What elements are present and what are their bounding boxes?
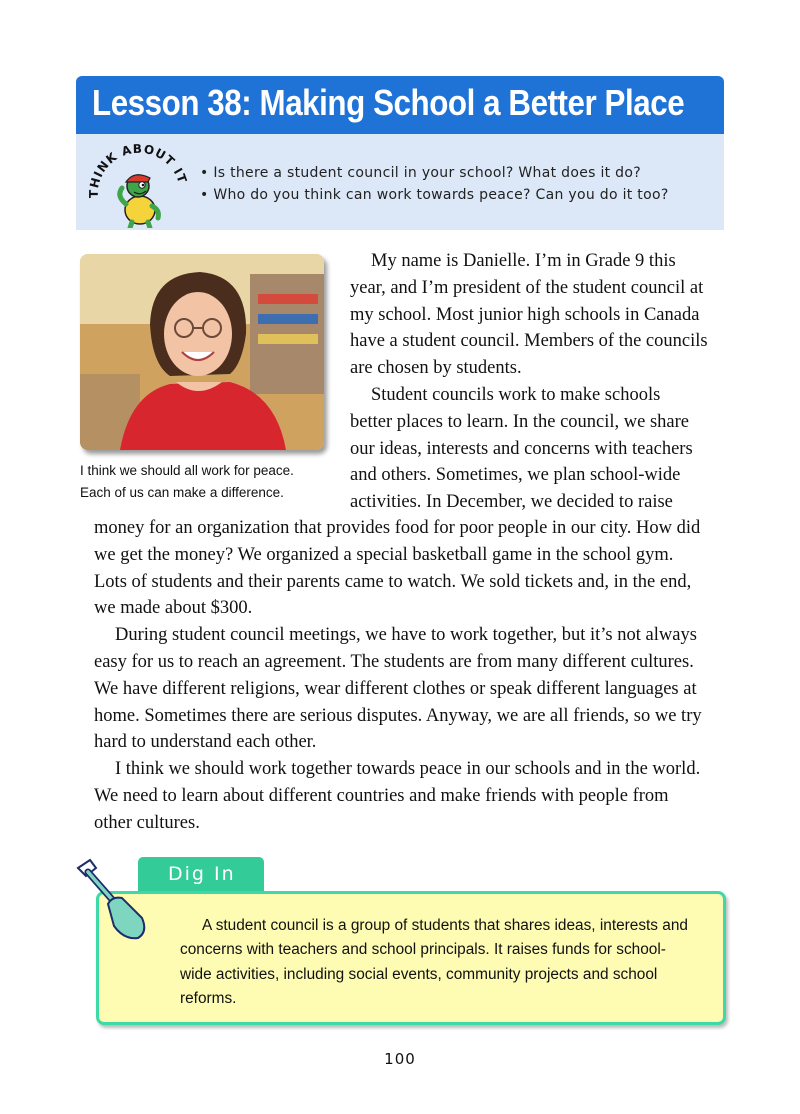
article-line: year, and I’m president of the student council at [350, 277, 704, 298]
dig-in-text [180, 914, 688, 1011]
dig-in-line: concerns with teachers and school principals. It raises funds for school- [180, 941, 666, 959]
shovel-icon [72, 856, 154, 942]
student-portrait-image [80, 254, 324, 450]
article-line: hard to understand each other. [94, 732, 317, 753]
article-line: and others. Sometimes, we plan school-wide [350, 465, 681, 486]
question-item: • Is there a student council in your school? What does it do? [200, 162, 669, 184]
dig-in-label: Dig In [168, 863, 236, 885]
article-line: we made about $300. [94, 598, 253, 619]
photo-caption [80, 460, 340, 504]
lesson-title-banner [76, 76, 724, 134]
article-line: are chosen by students. [350, 358, 522, 379]
caption-line: Each of us can make a difference. [80, 485, 284, 500]
article-line: have a student council. Members of the councils [350, 331, 708, 352]
article-line: I think we should work together towards peace in our schools and in the world. [115, 759, 701, 780]
article-line: We have different religions, wear different clothes or speak different languages at [94, 678, 697, 699]
article-line: During student council meetings, we have to work together, but it’s not always [115, 625, 697, 646]
article-line: money for an organization that provides food for poor people in our city. How did [94, 518, 701, 538]
think-about-it-panel [76, 134, 724, 230]
article-line: My name is Danielle. I’m in Grade 9 this [371, 251, 676, 271]
danielle-photo [80, 254, 324, 450]
article-line: better places to learn. In the council, we share [350, 411, 690, 432]
dig-in-tab [138, 857, 264, 891]
article-line: activities. In December, we decided to raise [350, 492, 673, 513]
page-number: 100 [384, 1050, 416, 1068]
dig-in-line: reforms. [180, 989, 237, 1007]
question-item: • Who do you think can work towards peace? Can you do it too? [200, 184, 669, 206]
article-line: We need to learn about different countries and make friends with people from [94, 785, 669, 806]
article-line: easy for us to reach an agreement. The students are from many different cultures. [94, 651, 694, 672]
think-about-it-label: THINK ABOUT IT [86, 141, 190, 199]
caption-line: I think we should all work for peace. [80, 463, 294, 478]
think-about-it-questions [200, 162, 669, 206]
article-line: we get the money? We organized a special basketball game in the school gym. [94, 544, 674, 565]
dig-in-line: wide activities, including social events, community projects and school [180, 965, 658, 983]
article-line: other cultures. [94, 812, 200, 833]
lesson-title: Lesson 38: Making School a Better Place [92, 82, 685, 123]
article-line: Lots of students and their parents came to watch. We sold tickets and, in the end, [94, 571, 692, 592]
article-body [94, 515, 702, 837]
article-column [350, 248, 708, 516]
article-line: my school. Most junior high schools in Canada [350, 304, 700, 325]
think-about-it-mascot-icon [82, 138, 192, 228]
article-line: home. Sometimes there are serious disputes. Anyway, we are all friends, so we try [94, 705, 702, 726]
article-line: Student councils work to make schools [371, 384, 661, 405]
article-line: our ideas, interests and concerns with teachers [350, 438, 693, 459]
dig-in-line: A student council is a group of students that shares ideas, interests and [202, 917, 688, 934]
